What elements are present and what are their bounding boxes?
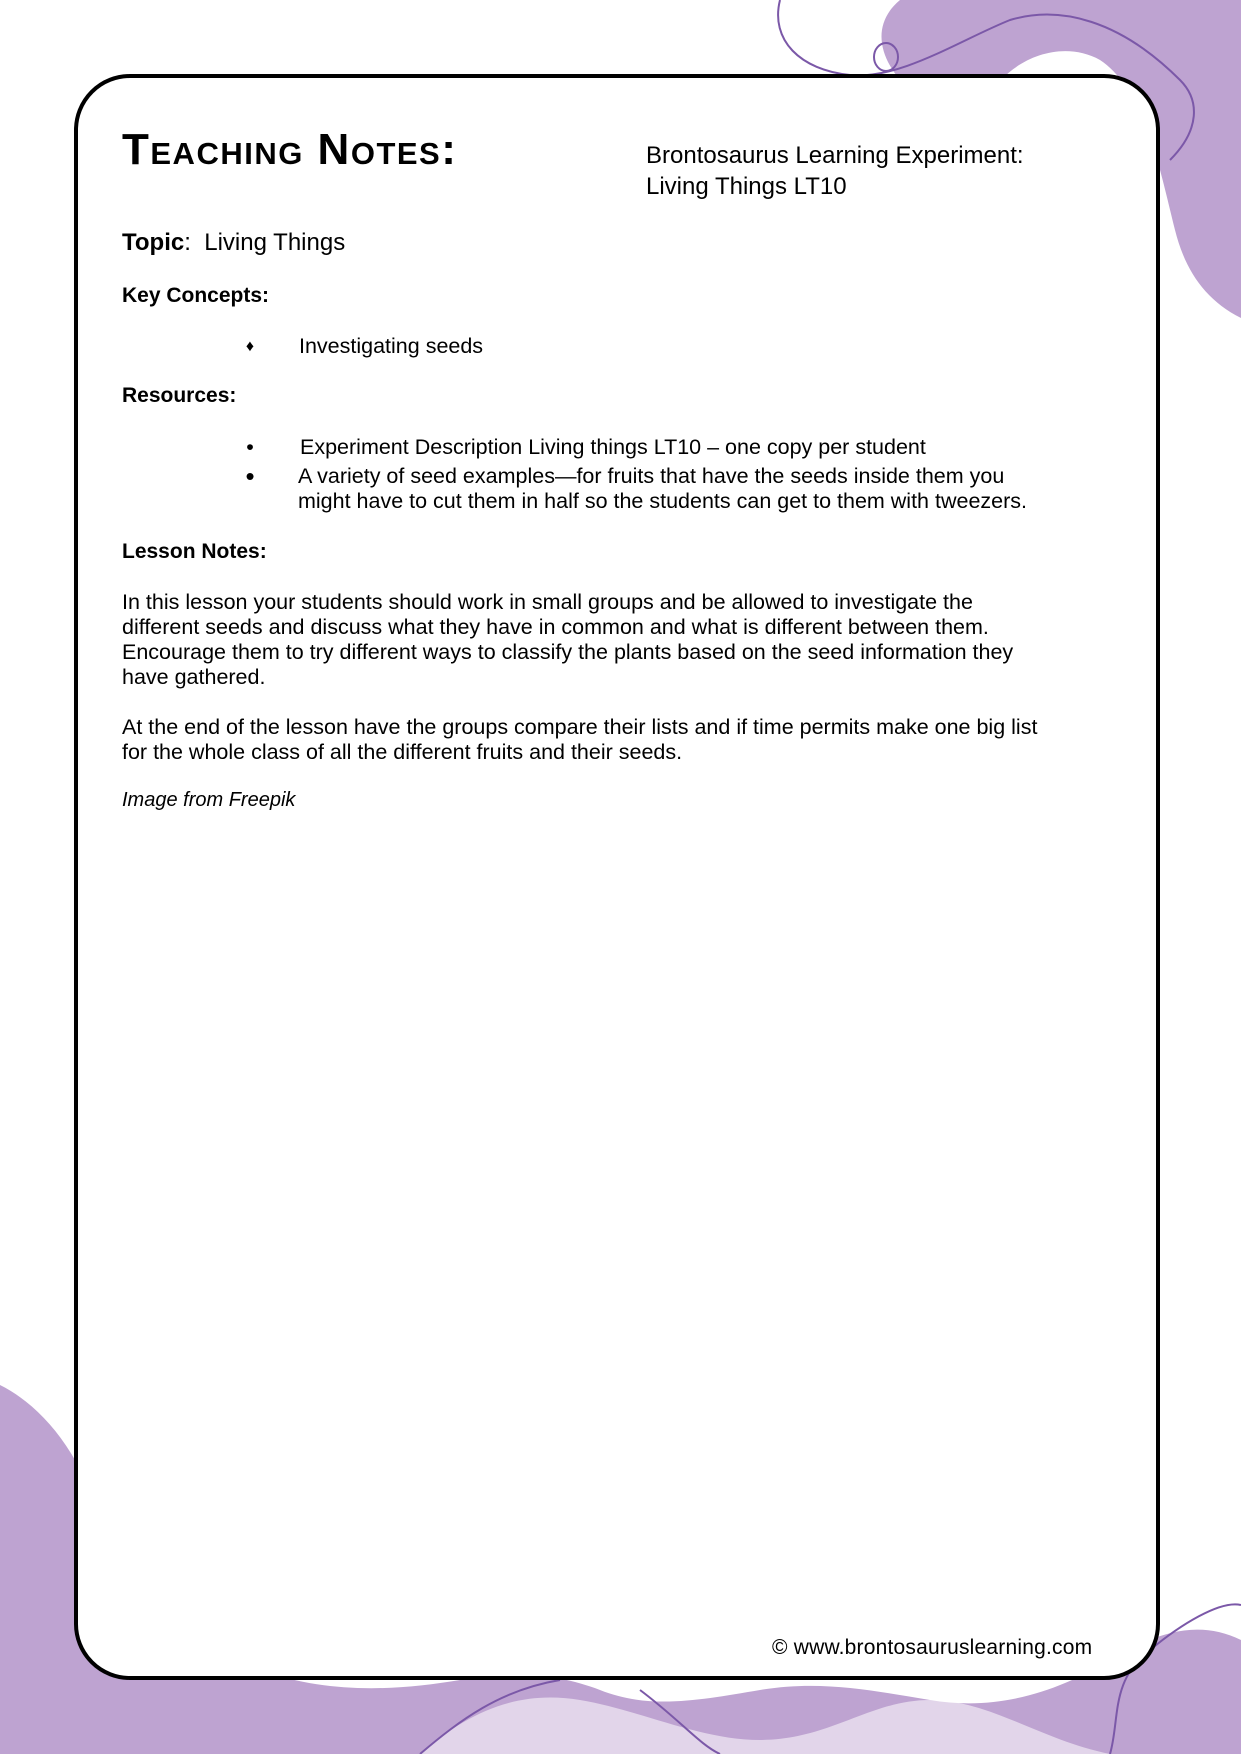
topic-label: Topic <box>122 229 185 256</box>
resource-text-line: A variety of seed examples—for fruits that have the seeds inside them you <box>298 464 1005 488</box>
topic-line <box>122 228 345 258</box>
image-credit: Image from Freepik <box>122 789 296 811</box>
notes-card <box>74 74 1160 1680</box>
resource-text <box>298 464 1118 514</box>
footer-copyright: © www.brontosauruslearning.com <box>772 1636 1093 1659</box>
key-concept-text: Investigating seeds <box>299 334 484 358</box>
lesson-notes-heading: Lesson Notes: <box>122 540 267 563</box>
key-concepts-heading: Key Concepts: <box>122 284 270 307</box>
diamond-bullet-icon: ♦ <box>245 338 255 355</box>
paragraph-line: At the end of the lesson have the groups compare their lists and if time permits make one big list <box>122 715 1038 739</box>
paragraph-line: for the whole class of all the different fruits and their seeds. <box>122 740 683 764</box>
resource-text-line: might have to cut them in half so the students can get to them with tweezers. <box>298 489 1027 513</box>
subtitle-line-2: Living Things LT10 <box>646 173 847 200</box>
paragraph-line: have gathered. <box>122 665 266 689</box>
paragraph-line: different seeds and discuss what they have in common and what is different between them. <box>122 615 989 639</box>
bullet-icon: • <box>245 461 255 491</box>
page-title: Teaching Notes: <box>122 125 458 174</box>
lesson-paragraph-1 <box>122 590 1112 690</box>
topic-value: Living Things <box>204 229 346 256</box>
experiment-subtitle <box>646 140 1106 202</box>
paragraph-line: Encourage them to try different ways to classify the plants based on the seed information they <box>122 640 1014 664</box>
resources-heading: Resources: <box>122 384 237 407</box>
lesson-paragraph-2 <box>122 715 1112 765</box>
topic-separator: : <box>184 229 191 256</box>
paragraph-line: In this lesson your students should work in small groups and be allowed to investigate the <box>122 590 973 614</box>
subtitle-line-1: Brontosaurus Learning Experiment: <box>646 142 1024 169</box>
bullet-icon: • <box>246 435 254 459</box>
resource-text: Experiment Description Living things LT10 – one copy per student <box>300 435 926 459</box>
